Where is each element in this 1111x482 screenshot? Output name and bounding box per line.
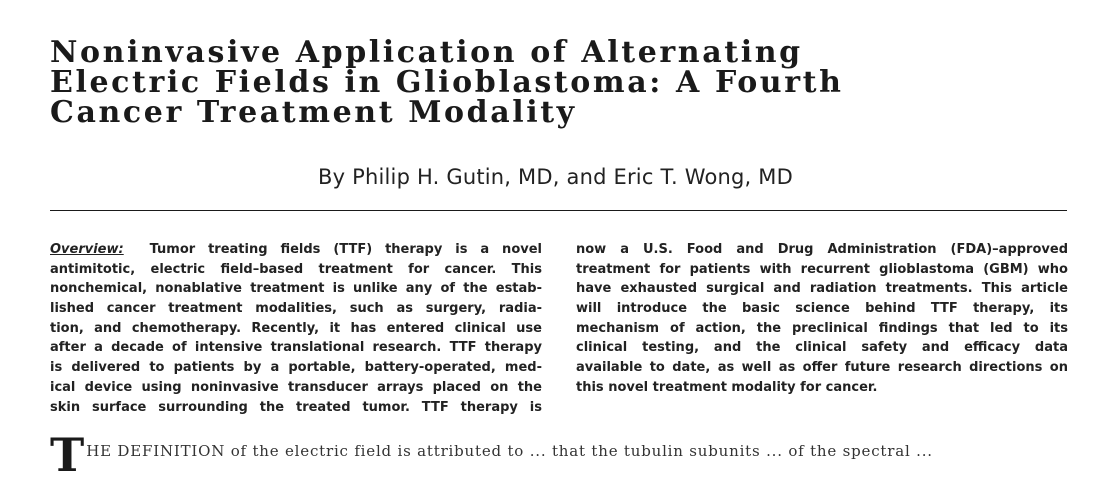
abstract-line: lished cancer treatment modalities, such as surgery, radia- xyxy=(50,301,542,317)
abstract-line: will introduce the basic science behind TTF therapy, its xyxy=(576,301,1068,317)
article-title xyxy=(50,35,1060,130)
abstract-line: available to date, as well as offer future research directions on xyxy=(576,360,1068,376)
abstract-text: Tumor treating fields (TTF) therapy is a novel xyxy=(149,242,542,257)
abstract-line xyxy=(50,240,542,260)
abstract-line: now a U.S. Food and Drug Administration (FDA)–approved xyxy=(576,242,1068,257)
abstract-line: antimitotic, electric field–based treatment for cancer. This xyxy=(50,261,542,277)
abstract-line: treatment for patients with recurrent glioblastoma (GBM) who xyxy=(576,261,1068,277)
body-first-line xyxy=(50,428,1067,482)
abstract-line: this novel treatment modality for cancer. xyxy=(576,379,878,395)
abstract-line: skin surface surrounding the treated tumor. TTF therapy is xyxy=(50,399,542,415)
abstract-line: after a decade of intensive translational research. TTF therapy xyxy=(50,340,542,356)
abstract-line: mechanism of action, the preclinical findings that led to its xyxy=(576,320,1068,336)
abstract-right-column xyxy=(576,240,1068,398)
body-text: HE DEFINITION of the electric field is attributed to ... that the tubulin subunits ... of the spectral ... xyxy=(86,442,933,460)
header-divider xyxy=(50,210,1067,211)
abstract-line: clinical testing, and the clinical safety and efficacy data xyxy=(576,340,1068,356)
abstract-line: nonchemical, nonablative treatment is unlike any of the estab- xyxy=(50,281,542,297)
abstract-left-column xyxy=(50,240,542,417)
drop-cap: T xyxy=(50,428,85,482)
title-line: Electric Fields in Glioblastoma: A Fourth xyxy=(50,65,844,100)
abstract-line: is delivered to patients by a portable, battery-operated, med- xyxy=(50,360,542,376)
title-line: Cancer Treatment Modality xyxy=(50,95,577,130)
abstract-line: have exhausted surgical and radiation treatments. This article xyxy=(576,281,1068,297)
overview-label: Overview: xyxy=(50,242,124,257)
author-byline: By Philip H. Gutin, MD, and Eric T. Wong, MD xyxy=(317,165,793,189)
title-line: Noninvasive Application of Alternating xyxy=(50,35,803,70)
abstract-line: ical device using noninvasive transducer arrays placed on the xyxy=(50,379,542,395)
abstract-line: tion, and chemotherapy. Recently, it has entered clinical use xyxy=(50,320,542,336)
